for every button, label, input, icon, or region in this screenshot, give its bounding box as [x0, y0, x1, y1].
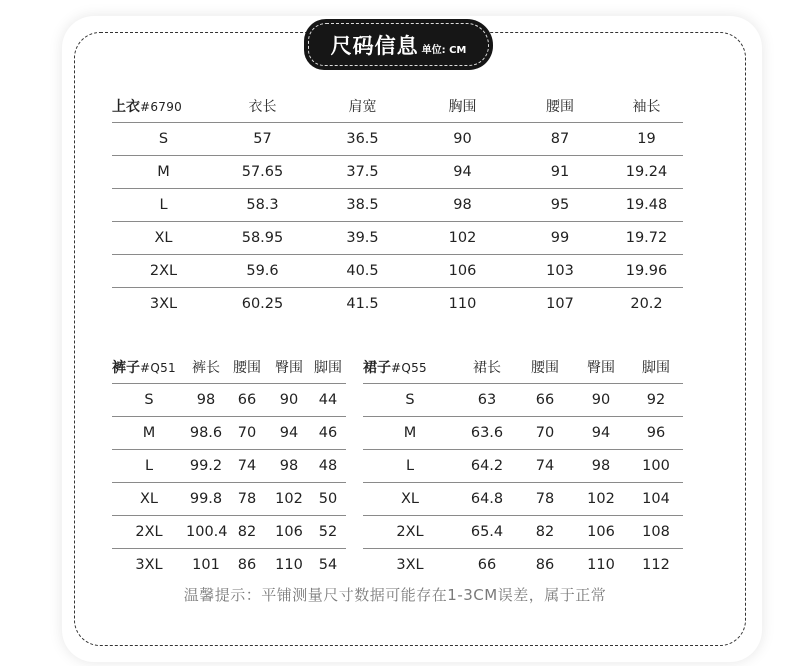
column-header: 脚围	[629, 351, 683, 384]
value-cell: 74	[226, 450, 268, 483]
table-label: 上衣#6790	[112, 90, 215, 123]
table-row	[363, 450, 683, 483]
value-cell: 98	[186, 384, 226, 417]
value-cell: 38.5	[310, 189, 415, 222]
value-cell: 19.72	[610, 222, 683, 255]
unit-label: 单位: CM	[421, 45, 467, 56]
value-cell: 99.2	[186, 450, 226, 483]
pants-size-table	[112, 351, 346, 581]
value-cell: 90	[573, 384, 629, 417]
size-cell: 2XL	[363, 516, 457, 549]
value-cell: 100	[629, 450, 683, 483]
table-header-row	[112, 351, 346, 384]
table-row	[112, 549, 346, 582]
value-cell: 98	[268, 450, 310, 483]
table-row	[112, 288, 683, 321]
table-row	[112, 417, 346, 450]
value-cell: 63.6	[457, 417, 517, 450]
value-cell: 57.65	[215, 156, 310, 189]
column-header: 臀围	[268, 351, 310, 384]
size-cell: S	[112, 123, 215, 156]
column-header: 裤长	[186, 351, 226, 384]
table-label: 裤子#Q51	[112, 351, 186, 384]
table-row	[112, 189, 683, 222]
size-cell: 3XL	[149, 296, 178, 312]
table-row	[363, 417, 683, 450]
title-badge	[304, 19, 493, 70]
size-cell: XL	[112, 222, 215, 255]
column-header: 裙长	[457, 351, 517, 384]
table-row	[363, 516, 683, 549]
value-cell: 78	[517, 483, 573, 516]
value-cell: 102	[268, 483, 310, 516]
value-cell: 98	[573, 450, 629, 483]
value-cell: 94	[573, 417, 629, 450]
value-cell: 64.8	[457, 483, 517, 516]
value-cell: 40.5	[310, 255, 415, 288]
value-cell: 106	[415, 255, 510, 288]
value-cell: 19.48	[610, 189, 683, 222]
value-cell: 99	[510, 222, 610, 255]
size-cell: XL	[112, 483, 186, 516]
value-cell: 112	[642, 557, 670, 573]
table-row	[112, 483, 346, 516]
value-cell: 94	[415, 156, 510, 189]
value-cell: 37.5	[310, 156, 415, 189]
value-cell: 86	[535, 557, 555, 573]
value-cell: 107	[546, 296, 574, 312]
value-cell: 41.5	[346, 296, 379, 312]
column-header: 胸围	[415, 90, 510, 123]
size-cell: XL	[363, 483, 457, 516]
value-cell: 103	[510, 255, 610, 288]
value-cell: 57	[215, 123, 310, 156]
table-row	[363, 384, 683, 417]
value-cell: 66	[226, 384, 268, 417]
value-cell: 92	[629, 384, 683, 417]
table-row	[363, 483, 683, 516]
value-cell: 64.2	[457, 450, 517, 483]
page-title: 尺码信息	[330, 33, 419, 58]
value-cell: 74	[517, 450, 573, 483]
column-header: 肩宽	[310, 90, 415, 123]
value-cell: 78	[226, 483, 268, 516]
value-cell: 99.8	[186, 483, 226, 516]
value-cell: 52	[310, 516, 346, 549]
size-cell: 2XL	[112, 255, 215, 288]
value-cell: 86	[237, 557, 257, 573]
value-cell: 70	[517, 417, 573, 450]
value-cell: 20.2	[630, 296, 663, 312]
value-cell: 90	[415, 123, 510, 156]
table-row	[112, 384, 346, 417]
table-row	[112, 516, 346, 549]
value-cell: 44	[310, 384, 346, 417]
value-cell: 54	[318, 557, 338, 573]
size-cell: S	[363, 384, 457, 417]
value-cell: 91	[510, 156, 610, 189]
value-cell: 66	[477, 557, 497, 573]
value-cell: 19	[610, 123, 683, 156]
value-cell: 104	[629, 483, 683, 516]
skirt-size-table	[363, 351, 683, 581]
value-cell: 101	[192, 557, 220, 573]
value-cell: 102	[415, 222, 510, 255]
column-header: 腰围	[226, 351, 268, 384]
value-cell: 94	[268, 417, 310, 450]
value-cell: 46	[310, 417, 346, 450]
table-label: 裙子#Q55	[363, 351, 457, 384]
measurement-note: 温馨提示：平铺测量尺寸数据可能存在1-3CM误差，属于正常	[183, 586, 607, 604]
size-cell: M	[363, 417, 457, 450]
value-cell: 108	[629, 516, 683, 549]
value-cell: 87	[510, 123, 610, 156]
table-header-row	[112, 90, 683, 123]
column-header: 腰围	[517, 351, 573, 384]
size-cell: M	[112, 156, 215, 189]
value-cell: 65.4	[457, 516, 517, 549]
value-cell: 66	[517, 384, 573, 417]
value-cell: 102	[573, 483, 629, 516]
value-cell: 39.5	[310, 222, 415, 255]
size-cell: 3XL	[396, 557, 424, 573]
table-header-row	[363, 351, 683, 384]
value-cell: 110	[587, 557, 615, 573]
value-cell: 106	[573, 516, 629, 549]
value-cell: 50	[310, 483, 346, 516]
column-header: 腰围	[510, 90, 610, 123]
value-cell: 58.95	[215, 222, 310, 255]
size-cell: L	[112, 189, 215, 222]
table-row	[112, 450, 346, 483]
top-size-table	[112, 90, 683, 320]
size-cell: 2XL	[112, 516, 186, 549]
value-cell: 98	[415, 189, 510, 222]
value-cell: 96	[629, 417, 683, 450]
size-cell: M	[112, 417, 186, 450]
size-cell: L	[363, 450, 457, 483]
value-cell: 19.96	[610, 255, 683, 288]
value-cell: 106	[268, 516, 310, 549]
column-header: 臀围	[573, 351, 629, 384]
column-header: 脚围	[310, 351, 346, 384]
value-cell: 59.6	[215, 255, 310, 288]
value-cell: 70	[226, 417, 268, 450]
table-row	[112, 123, 683, 156]
table-row	[112, 222, 683, 255]
value-cell: 82	[517, 516, 573, 549]
column-header: 衣长	[215, 90, 310, 123]
table-row	[112, 255, 683, 288]
size-cell: L	[112, 450, 186, 483]
value-cell: 48	[310, 450, 346, 483]
size-cell: S	[112, 384, 186, 417]
table-row	[112, 156, 683, 189]
value-cell: 19.24	[610, 156, 683, 189]
value-cell: 110	[275, 557, 303, 573]
size-cell: 3XL	[135, 557, 163, 573]
table-row	[363, 549, 683, 582]
column-header: 袖长	[610, 90, 683, 123]
value-cell: 60.25	[241, 296, 284, 312]
value-cell: 36.5	[310, 123, 415, 156]
value-cell: 90	[268, 384, 310, 417]
value-cell: 63	[457, 384, 517, 417]
value-cell: 110	[448, 296, 477, 312]
value-cell: 58.3	[215, 189, 310, 222]
value-cell: 100.4	[186, 516, 226, 549]
value-cell: 82	[226, 516, 268, 549]
value-cell: 95	[510, 189, 610, 222]
value-cell: 98.6	[186, 417, 226, 450]
